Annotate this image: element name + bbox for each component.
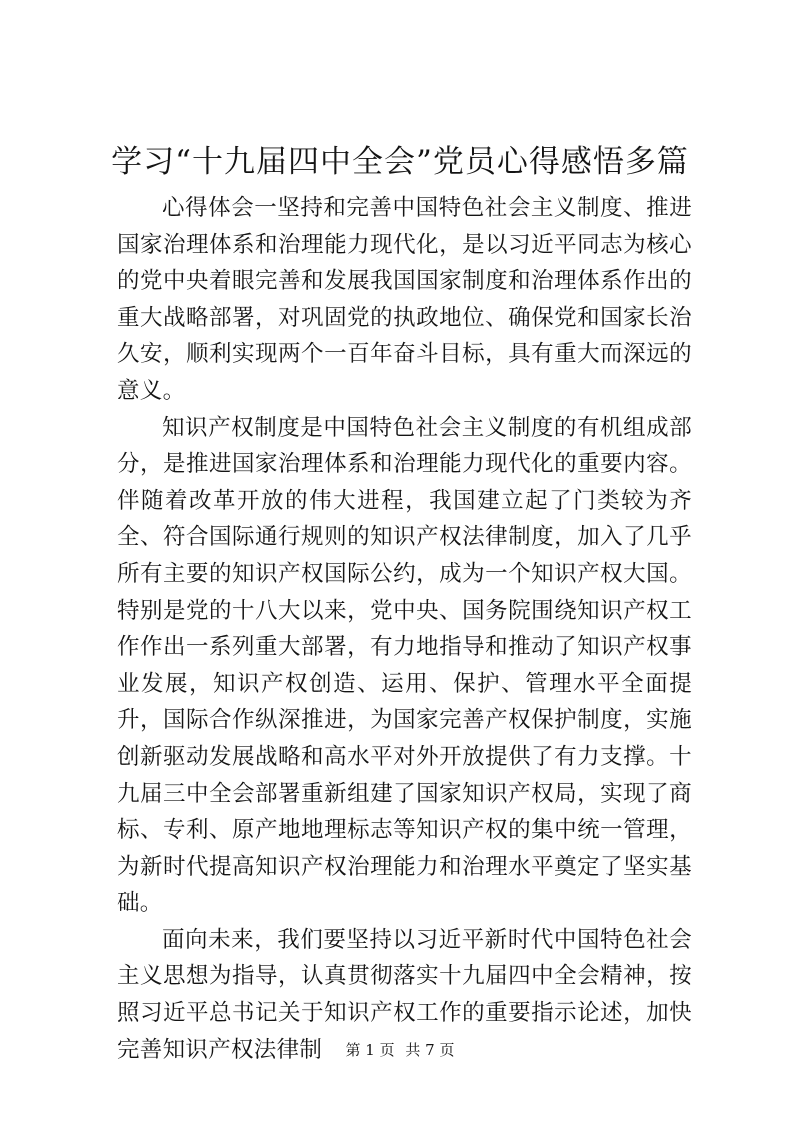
document-body [117,190,692,1068]
paragraph-1: 心得体会一坚持和完善中国特色社会主义制度、推进国家治理体系和治理能力现代化，是以习近平同志为核心的党中央着眼完善和发展我国国家制度和治理体系作出的重大战略部署，对巩固党的执政地位、确保党和国家长治久安，顺利实现两个一百年奋斗目标，具有重大而深远的意义。 [117,195,692,404]
document-title: 学习“十九届四中全会”党员心得感悟多篇 [111,144,689,180]
paragraph-3: 面向未来，我们要坚持以习近平新时代中国特色社会主义思想为指导，认真贯彻落实十九届四中全会精神，按照习近平总书记关于知识产权工作的重要指示论述，加快完善知识产权法律制 [117,926,692,1063]
paragraph-2: 知识产权制度是中国特色社会主义制度的有机组成部分，是推进国家治理体系和治理能力现代化的重要内容。伴随着改革开放的伟大进程，我国建立起了门类较为齐全、符合国际通行规则的知识产权法律制度，加入了几乎所有主要的知识产权国际公约，成为一个知识产权大国。特别是党的十八大以来，党中央、国务院围绕知识产权工作作出一系列重大部署，有力地指导和推动了知识产权事业发展，知识产权创造、运用、保护、管理水平全面提升，国际合作纵深推进，为国家完善产权保护制度，实施创新驱动发展战略和高水平对外开放提供了有力支撑。十九届三中全会部署重新组建了国家知识产权局，实现了商标、专利、原产地地理标志等知识产权的集中统一管理，为新时代提高知识产权治理能力和治理水平奠定了坚实基础。 [117,414,692,917]
page-footer [0,1040,800,1060]
page-total: 共 7 页 [405,1041,455,1059]
page-number: 第 1 页 [345,1041,395,1059]
